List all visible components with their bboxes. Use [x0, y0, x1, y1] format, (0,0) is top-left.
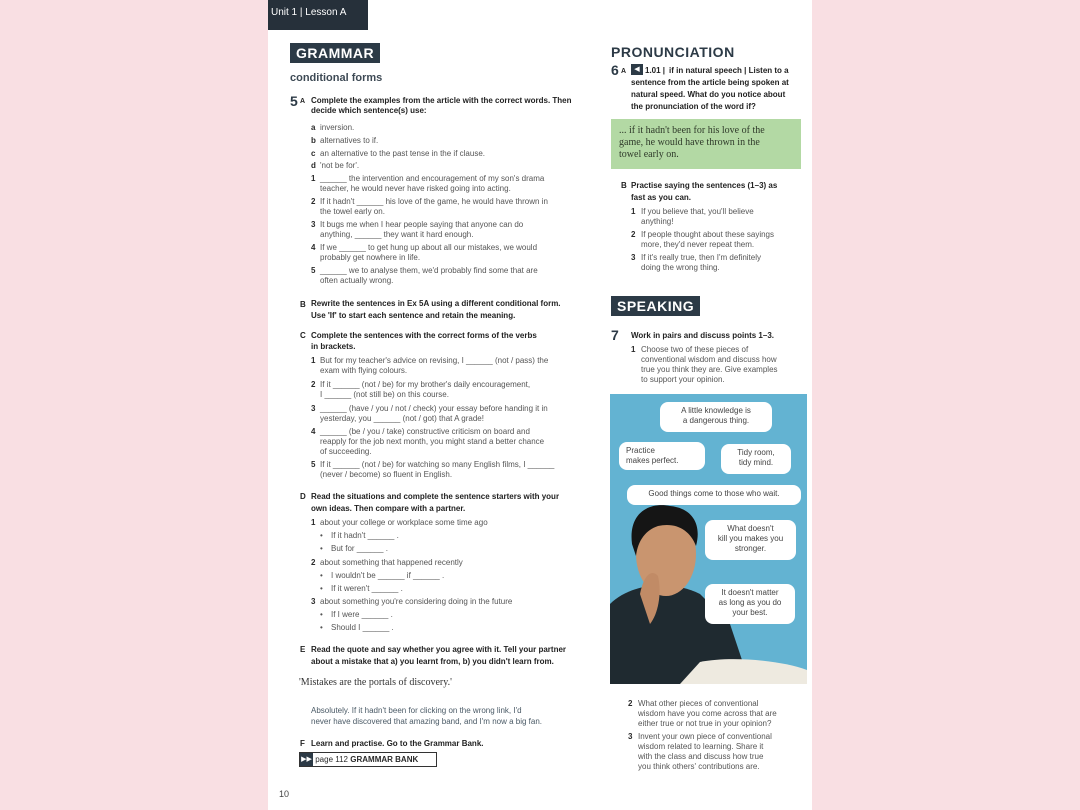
- exC-line2: in brackets.: [311, 342, 356, 351]
- item-line: If it's really true, then I'm definitely: [641, 253, 761, 262]
- ex7-number: 7: [611, 327, 619, 343]
- item-line: If we ______ to get hung up about all our mistakes, we would: [320, 243, 538, 252]
- item-number: 1: [631, 207, 636, 216]
- exF-letter: F: [300, 739, 305, 748]
- item-line: yesterday, you ______ (not / got) that A grade!: [320, 414, 484, 423]
- fast-forward-icon: ▶▶: [300, 753, 313, 766]
- ex5-instruction: Complete the examples from the article with the correct words. Then decide which sentence(s) use:: [311, 96, 572, 115]
- bubble2-line2: makes perfect.: [626, 456, 679, 465]
- item-line: If people thought about these sayings: [641, 230, 774, 239]
- ex5-number: 5: [290, 93, 298, 109]
- item-number: 1: [311, 356, 316, 365]
- item-line: about your college or workplace some time ago: [320, 518, 488, 527]
- exB-line1: Rewrite the sentences in Ex 5A using a different conditional form.: [311, 299, 561, 308]
- grammar-banner: GRAMMAR: [290, 43, 380, 63]
- bubble5-line1: What doesn't: [727, 524, 774, 533]
- bubble-doesnt-matter: [705, 584, 795, 624]
- bullet-line: If it hadn't ______ .: [331, 531, 399, 540]
- bubble-what-doesnt-kill: [705, 520, 796, 560]
- ex6-line3: natural speed. What do you notice about: [631, 90, 786, 99]
- item-line: Invent your own piece of conventional: [638, 732, 772, 741]
- item-line: more, they'd never repeat them.: [641, 240, 755, 249]
- option-text: alternatives to if.: [320, 136, 379, 145]
- item-line: you think others' contributions are.: [638, 762, 760, 771]
- item-line: Choose two of these pieces of: [641, 345, 749, 354]
- item-line: ______ (have / you / not / check) your essay before handing it in: [320, 404, 548, 413]
- bubble-practice: [619, 442, 705, 470]
- item-number: 1: [311, 518, 316, 527]
- grammar-bank-page: page 112: [315, 755, 349, 764]
- item-line: wisdom related to learning. Share it: [638, 742, 764, 751]
- item-line: often actually wrong.: [320, 276, 394, 285]
- grammar-subtitle: conditional forms: [290, 72, 383, 84]
- item-line: probably get nowhere in life.: [320, 253, 421, 262]
- item-number: 3: [311, 597, 316, 606]
- pron-box-line1: ... if it hadn't been for his love of the: [619, 125, 765, 136]
- item-line: What other pieces of conventional: [638, 699, 759, 708]
- bullet-icon: •: [320, 584, 323, 593]
- exC-letter: C: [300, 331, 306, 340]
- unit-tab: Unit 1 | Lesson A: [268, 0, 368, 30]
- item-line: reapply for the job next month, you might stand a better chance: [320, 437, 545, 446]
- item-number: 2: [311, 380, 316, 389]
- item-number: 2: [628, 699, 633, 708]
- ex6-line1: if in natural speech | Listen to a: [669, 66, 789, 75]
- bullet-line: Should I ______ .: [331, 623, 394, 632]
- item-line: ______ we to analyse them, we'd probably find some that are: [320, 266, 538, 275]
- bubble6-line2: as long as you do: [718, 598, 782, 607]
- item-line: conventional wisdom and discuss how: [641, 355, 777, 364]
- ex6-line2: sentence from the article being spoken at: [631, 78, 789, 87]
- bubble3-line2: tidy mind.: [738, 458, 774, 467]
- item-line: doing the wrong thing.: [641, 263, 720, 272]
- audio-speaker-icon[interactable]: ◀: [631, 64, 643, 75]
- bullet-line: If I were ______ .: [331, 610, 393, 619]
- item-line: exam with flying colours.: [320, 366, 408, 375]
- item-line: I ______ (not still be) on this course.: [320, 390, 449, 399]
- item-line: teacher, he would never have risked going into acting.: [320, 184, 511, 193]
- bubble2-line1: Practice: [626, 446, 655, 455]
- item-line: the towel early on.: [320, 207, 385, 216]
- option-label: d: [311, 161, 316, 170]
- item-line: true you think they are. Give examples: [641, 365, 778, 374]
- item-line: about something that happened recently: [320, 558, 463, 567]
- item-line: ______ the intervention and encouragement of my son's drama: [320, 174, 545, 183]
- option-text: an alternative to the past tense in the if clause.: [320, 149, 485, 158]
- option-text: inversion.: [320, 123, 355, 132]
- item-number: 3: [311, 404, 316, 413]
- option-label: b: [311, 136, 316, 145]
- item-number: 3: [631, 253, 636, 262]
- bullet-icon: •: [320, 610, 323, 619]
- exC-line1: Complete the sentences with the correct forms of the verbs: [311, 331, 537, 340]
- item-line: If it ______ (not / be) for my brother's daily encouragement,: [320, 380, 531, 389]
- item-line: anything!: [641, 217, 674, 226]
- item-number: 1: [631, 345, 636, 354]
- item-number: 1: [311, 174, 316, 183]
- option-label: a: [311, 123, 316, 132]
- bubble3-line1: Tidy room,: [737, 448, 775, 457]
- option-label: c: [311, 149, 316, 158]
- item-line: about something you're considering doing in the future: [320, 597, 513, 606]
- option-text: 'not be for'.: [320, 161, 360, 170]
- bubble-little-knowledge: [660, 402, 772, 432]
- pronB-letter: B: [621, 181, 627, 190]
- item-line: If it ______ (not / be) for watching so many English films, I ______: [320, 460, 555, 469]
- bullet-icon: •: [320, 623, 323, 632]
- ex7-instruction: Work in pairs and discuss points 1–3.: [631, 331, 775, 340]
- item-line: of succeeding.: [320, 447, 372, 456]
- grammar-bank-link[interactable]: [299, 752, 437, 767]
- item-line: anything, ______ they want it hard enough.: [320, 230, 474, 239]
- bullet-line: If it weren't ______ .: [331, 584, 403, 593]
- item-number: 2: [311, 558, 316, 567]
- bubble1-line1: A little knowledge is: [681, 406, 751, 415]
- ex6-letter: A: [621, 68, 627, 75]
- item-line: If you believe that, you'll believe: [641, 207, 754, 216]
- bubble4-line1: Good things come to those who wait.: [648, 489, 780, 498]
- pronunciation-heading: PRONUNCIATION: [611, 44, 735, 60]
- pronunciation-example-box: [611, 119, 801, 169]
- item-line: ______ (be / you / take) constructive criticism on board and: [320, 427, 530, 436]
- pron-box-line3: towel early on.: [619, 149, 679, 160]
- item-line: It bugs me when I hear people saying that anyone can do: [320, 220, 524, 229]
- bullet-icon: •: [320, 544, 323, 553]
- exE-line2: about a mistake that a) you learnt from, b) you didn't learn from.: [311, 657, 554, 666]
- sample-answer-line2: never have discovered that amazing band, and I'm now a big fan.: [311, 717, 543, 726]
- item-line: But for my teacher's advice on revising, I ______ (not / pass) the: [320, 356, 549, 365]
- ex6-audio-track: 1.01 |: [645, 66, 666, 75]
- item-line: wisdom have you come across that are: [638, 709, 777, 718]
- sample-answer-line1: Absolutely. If it hadn't been for clicking on the wrong link, I'd: [311, 706, 522, 715]
- exB-line2: Use 'If' to start each sentence and retain the meaning.: [311, 311, 516, 320]
- exD-letter: D: [300, 492, 306, 501]
- item-number: 5: [311, 460, 316, 469]
- item-line: with the class and discuss how true: [638, 752, 764, 761]
- bubble-good-things: [627, 485, 801, 505]
- item-number: 4: [311, 427, 316, 436]
- page-number: 10: [279, 789, 290, 799]
- bullet-icon: •: [320, 531, 323, 540]
- bullet-icon: •: [320, 571, 323, 580]
- bullet-line: I wouldn't be ______ if ______ .: [331, 571, 445, 580]
- item-line: If it hadn't ______ his love of the game, he would have thrown in: [320, 197, 548, 206]
- item-number: 4: [311, 243, 316, 252]
- ex5-letter: A: [300, 98, 306, 105]
- item-line: (never / become) so fluent in English.: [320, 470, 453, 479]
- item-number: 5: [311, 266, 316, 275]
- bubble5-line2: kill you makes you: [717, 534, 784, 543]
- speaking-banner: SPEAKING: [611, 296, 700, 316]
- mistakes-quote: 'Mistakes are the portals of discovery.': [299, 677, 452, 688]
- grammar-bank-label: GRAMMAR BANK: [350, 755, 419, 764]
- bullet-line: But for ______ .: [331, 544, 388, 553]
- bubble1-line2: a dangerous thing.: [682, 416, 750, 425]
- pron-box-line2: game, he would have thrown in the: [619, 137, 760, 148]
- exD-line2: own ideas. Then compare with a partner.: [311, 504, 466, 513]
- exE-letter: E: [300, 645, 306, 654]
- exF-text: Learn and practise. Go to the Grammar Bank.: [311, 739, 484, 748]
- item-number: 2: [311, 197, 316, 206]
- bubble6-line1: It doesn't matter: [721, 588, 779, 597]
- bubble-tidy-room: [721, 444, 791, 474]
- pronB-line2: fast as you can.: [631, 193, 692, 202]
- item-number: 3: [311, 220, 316, 229]
- item-line: to support your opinion.: [641, 375, 725, 384]
- bubble5-line3: stronger.: [734, 544, 767, 553]
- item-number: 2: [631, 230, 636, 239]
- bubble6-line3: your best.: [732, 608, 768, 617]
- pronB-line1: Practise saying the sentences (1–3) as: [631, 181, 778, 190]
- exE-line1: Read the quote and say whether you agree with it. Tell your partner: [311, 645, 567, 654]
- item-line: either true or not true in your opinion?: [638, 719, 772, 728]
- ex6-line4: the pronunciation of the word if?: [631, 102, 756, 111]
- exD-line1: Read the situations and complete the sentence starters with your: [311, 492, 560, 501]
- exB-letter: B: [300, 300, 306, 309]
- ex6-number: 6: [611, 62, 619, 78]
- item-number: 3: [628, 732, 633, 741]
